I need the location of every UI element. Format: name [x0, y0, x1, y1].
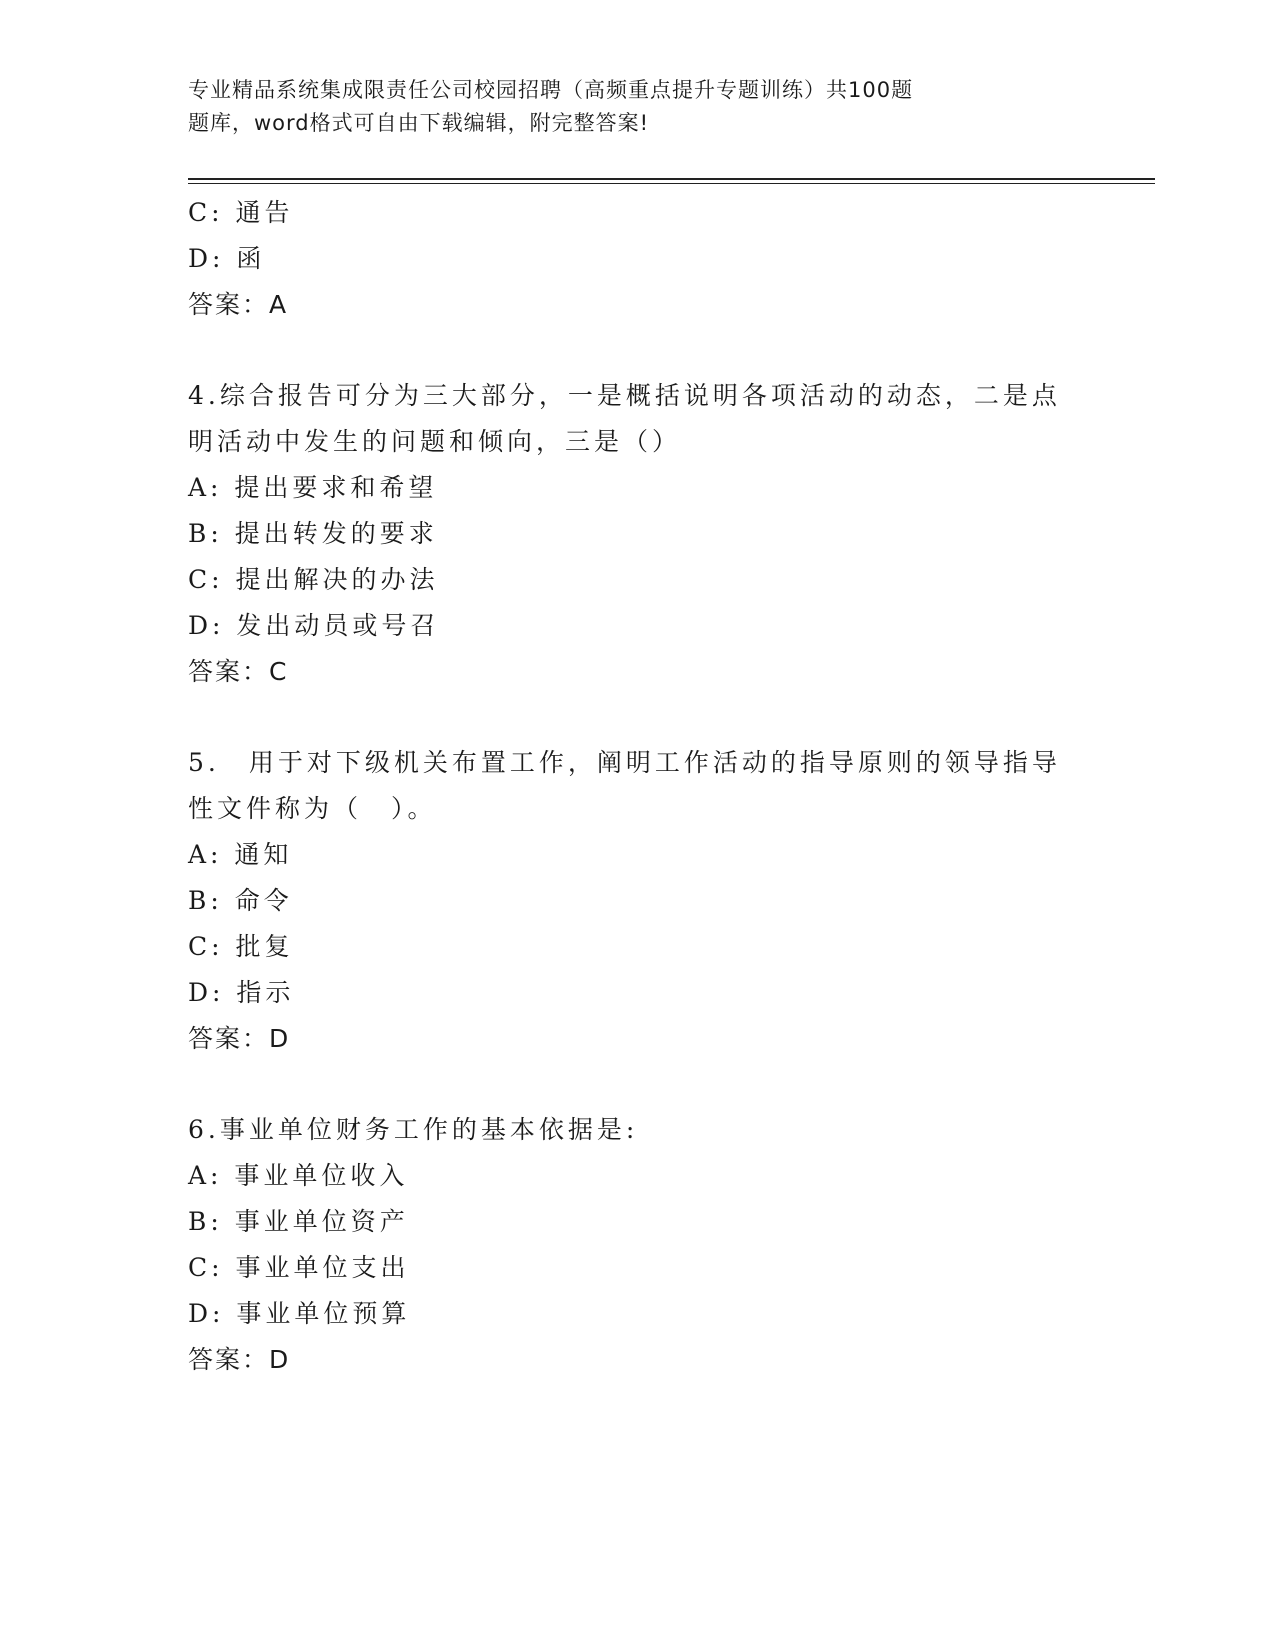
q5-option-a: A: 通知: [188, 840, 293, 869]
question-3-tail: [188, 190, 1088, 328]
spacer: [188, 1062, 1088, 1107]
question-6: [188, 1107, 1088, 1383]
question-4: [188, 373, 1088, 695]
q4-option-d: D: 发出动员或号召: [188, 611, 440, 640]
q5-stem-line-2: 性文件称为（ ）。: [188, 794, 437, 823]
q5-option-d: D: 指示: [188, 978, 295, 1007]
q5-stem-line-1: 5. 用于对下级机关布置工作，阐明工作活动的指导原则的领导指导: [188, 748, 1061, 777]
q5-option-b: B: 命令: [188, 886, 293, 915]
q6-option-a: A: 事业单位收入: [188, 1161, 409, 1190]
q6-option-b: B: 事业单位资产: [188, 1207, 409, 1236]
q4-stem-line-2: 明活动中发生的问题和倾向，三是（）: [188, 427, 682, 456]
document-header: [188, 74, 1088, 140]
question-5: [188, 740, 1088, 1062]
q5-answer: 答案：D: [188, 1024, 291, 1053]
q4-stem-line-1: 4.综合报告可分为三大部分，一是概括说明各项活动的动态，二是点: [188, 381, 1061, 410]
header-title-line-2: 题库，word格式可自由下载编辑，附完整答案!: [188, 111, 650, 135]
q6-option-d: D: 事业单位预算: [188, 1299, 411, 1328]
header-title-line-1: 专业精品系统集成限责任公司校园招聘（高频重点提升专题训练）共100题: [188, 78, 914, 102]
q3-answer: 答案：A: [188, 290, 289, 319]
q4-answer: 答案：C: [188, 657, 289, 686]
q4-option-a: A: 提出要求和希望: [188, 473, 438, 502]
question-content: [188, 190, 1088, 1383]
q3-option-d: D: 函: [188, 244, 266, 273]
q4-option-b: B: 提出转发的要求: [188, 519, 438, 548]
q6-stem-line-1: 6.事业单位财务工作的基本依据是:: [188, 1115, 639, 1144]
q4-option-c: C: 提出解决的办法: [188, 565, 439, 594]
header-rule-thick: [188, 178, 1155, 180]
q6-option-c: C: 事业单位支出: [188, 1253, 410, 1282]
q6-answer: 答案：D: [188, 1345, 291, 1374]
q3-option-c: C: 通告: [188, 198, 294, 227]
spacer: [188, 328, 1088, 373]
q5-option-c: C: 批复: [188, 932, 294, 961]
spacer: [188, 695, 1088, 740]
header-rule-thin: [188, 183, 1155, 184]
